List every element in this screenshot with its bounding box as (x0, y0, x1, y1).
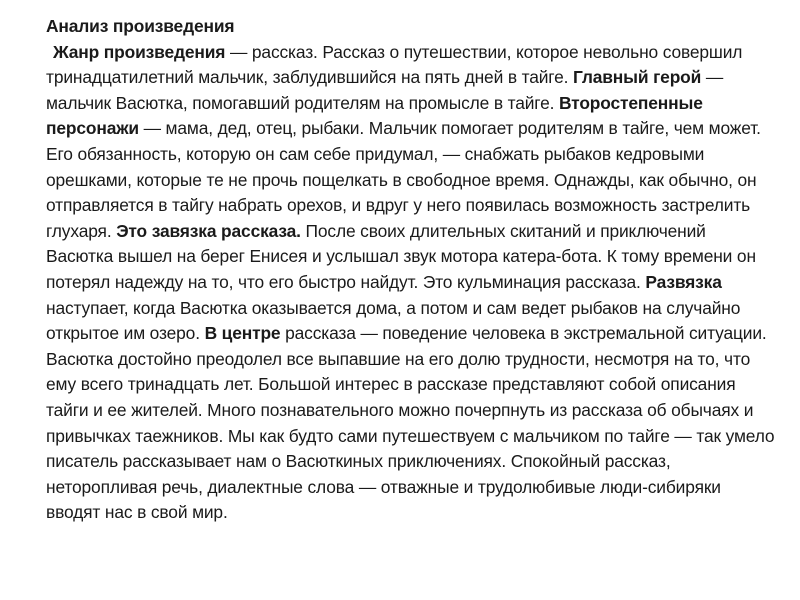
text-main-hero: — мальчик Васютка, помогавший родителям на промысле в тайге. (46, 67, 724, 113)
term-plot-start: Это завязка рассказа. (116, 220, 301, 241)
term-resolution: Развязка (645, 271, 722, 292)
term-main-hero: Главный герой (573, 67, 702, 88)
term-genre: Жанр произведения (53, 41, 226, 62)
slide-content (46, 14, 776, 526)
text-climax: После своих длительных скитаний и приключений Васютка вышел на берег Енисея и услышал звук мотора катера-бота. К тому времени он потерял надежду на то, что его быстро найдут. Это кульминация рассказа. (46, 220, 756, 292)
term-secondary-characters: Второстепенные персонажи (46, 92, 703, 139)
text-resolution: наступает, когда Васютка оказывается дома, а потом и сам ведет рыбаков на случайно открытое им озеро. (46, 297, 741, 344)
analysis-paragraph (46, 40, 776, 526)
term-center: В центре (204, 323, 281, 344)
text-center: рассказа — поведение человека в экстремальной ситуации. Васютка достойно преодолел все выпавшие на его долю трудности, несмотря на то, что ему всего тринадцать лет. Большой интерес в рассказе представляют собой описания тайги и ее жителей. Много познавательного можно почерпнуть из рассказа об обычаях и привычках таежников. Мы как будто сами путешествуем с мальчиком по тайге — так умело писатель рассказывает нам о Васюткиных приключениях. Спокойный рассказ, неторопливая речь, диалектные слова — отважные и трудолюбивые люди-сибиряки вводят нас в свой мир. (46, 323, 775, 523)
text-secondary-characters: — мама, дед, отец, рыбаки. Мальчик помогает родителям в тайге, чем может. Его обязанность, которую он сам себе придумал, — снабжать рыбаков кедровыми орешками, которые те не прочь пощелкать в свободное время. Однажды, как обычно, он отправляется в тайгу набрать орехов, и вдруг у него появилась возможность застрелить глухаря. (46, 118, 761, 241)
page-title: Анализ произведения (46, 16, 235, 36)
text-genre: — рассказ. Рассказ о путешествии, которое невольно совершил тринадцатилетний мальчик, заблудившийся на пять дней в тайге. (46, 41, 743, 88)
